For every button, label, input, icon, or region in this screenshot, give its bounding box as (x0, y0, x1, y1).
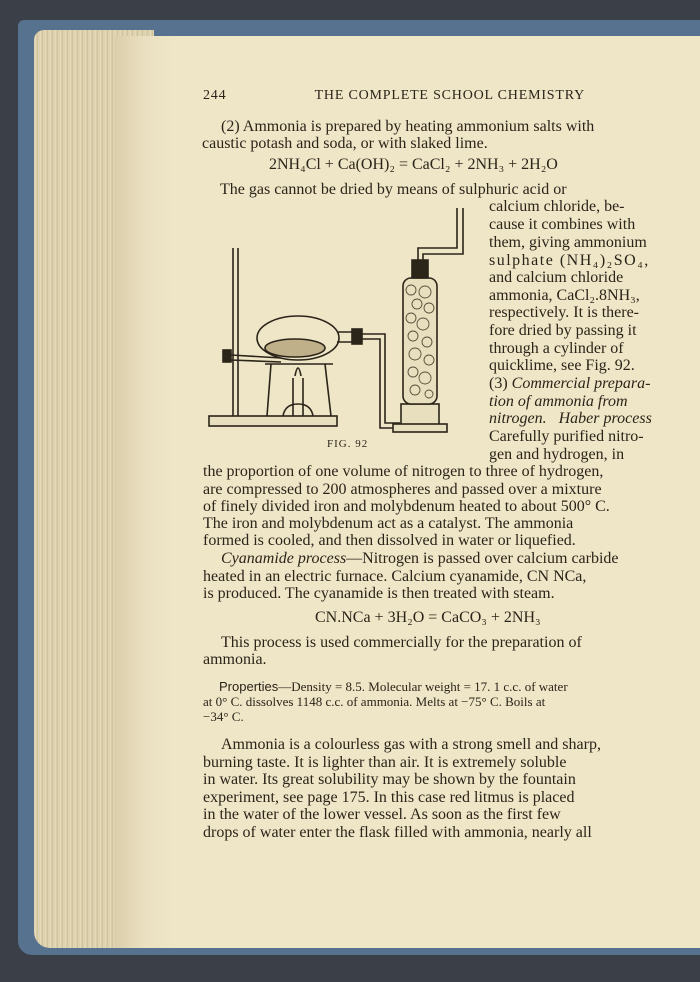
cyanamide-line-1 (221, 550, 619, 568)
haber-intro-line-1 (489, 375, 650, 393)
right-col-line-4: sulphate (NH₄)₂SO₄, (489, 252, 650, 269)
equation-cyanamide: CN.NCa + 3H₂O = CaCO₃ + 2NH₃ (315, 609, 541, 626)
properties-label: Properties (219, 679, 279, 694)
figure-92-apparatus (205, 208, 467, 442)
commercial-line-2: ammonia. (203, 651, 267, 668)
right-col-line-2: cause it combines with (489, 216, 636, 233)
properties-line-2: at 0° C. dissolves 1148 c.c. of ammonia. Melts at −75° C. Boils at (203, 694, 546, 709)
cyanamide-title: Cyanamide process (221, 550, 347, 567)
para-prep-line-1: (2) Ammonia is prepared by heating ammonium salts with (221, 118, 595, 135)
cyanamide-line-3: is produced. The cyanamide is then treated with steam. (203, 585, 555, 602)
description-line-6: drops of water enter the flask filled with ammonia, nearly all (203, 824, 592, 841)
right-col-line-10: quicklime, see Fig. 92. (489, 357, 635, 374)
description-line-1: Ammonia is a colourless gas with a strong smell and sharp, (221, 736, 601, 753)
right-col-line-1: calcium chloride, be- (489, 198, 625, 215)
cyanamide-line-2: heated in an electric furnace. Calcium cyanamide, CN NCa, (203, 568, 587, 585)
right-col-line-3: them, giving ammonium (489, 234, 647, 251)
haber-intro-line-2 (489, 393, 628, 411)
description-line-5: in the water of the lower vessel. As soon as the first few (203, 806, 561, 823)
right-col-line-7: respectively. It is there- (489, 304, 640, 321)
haber-body-line-1: the proportion of one volume of nitrogen to three of hydrogen, (203, 463, 604, 480)
haber-body-line-4: The iron and molybdenum act as a catalyst. The ammonia (203, 515, 574, 532)
section-heading: Commercial prepara- (511, 375, 651, 392)
haber-body-line-3: of finely divided iron and molybdenum heated to about 500° C. (203, 498, 610, 515)
haber-body-line-5: formed is cooled, and then dissolved in water or liquefied. (203, 532, 576, 549)
right-col-line-6: ammonia, CaCl₂.8NH₃, (489, 287, 640, 304)
equation-ammonium-chloride: 2NH₄Cl + Ca(OH)₂ = CaCl₂ + 2NH₃ + 2H₂O (269, 156, 558, 173)
right-col-line-5: and calcium chloride (489, 269, 624, 286)
running-title: THE COMPLETE SCHOOL CHEMISTRY (314, 88, 585, 103)
commercial-line-1: This process is used commercially for the preparation of (221, 634, 582, 651)
page-number: 244 (203, 88, 227, 103)
cyanamide-line-1-text: —Nitrogen is passed over calcium carbide (346, 550, 619, 567)
properties-line-1-text: —Density = 8.5. Molecular weight = 17. 1 c.c. of water (278, 679, 568, 694)
haber-process-title: Haber process (558, 410, 652, 427)
properties-line-3: −34° C. (203, 709, 244, 724)
description-line-4: experiment, see page 175. In this case red litmus is placed (203, 789, 575, 806)
right-col-line-8: fore dried by passing it (489, 322, 637, 339)
haber-intro-line-4: Carefully purified nitro- (489, 428, 644, 445)
haber-intro-line-3 (489, 410, 652, 428)
section-number: (3) (489, 375, 508, 392)
haber-heading-end: nitrogen. (489, 410, 547, 427)
properties-line-1 (219, 679, 568, 694)
book-page (115, 36, 700, 948)
right-col-line-9: through a cylinder of (489, 340, 624, 357)
figure-caption: FIG. 92 (327, 438, 369, 450)
haber-heading-cont: tion of ammonia from (489, 393, 628, 410)
description-line-3: in water. Its great solubility may be shown by the fountain (203, 771, 576, 788)
haber-intro-line-5: gen and hydrogen, in (489, 446, 625, 463)
drying-line: The gas cannot be dried by means of sulphuric acid or (220, 181, 567, 198)
haber-body-line-2: are compressed to 200 atmospheres and passed over a mixture (203, 481, 602, 498)
description-line-2: burning taste. It is lighter than air. It is extremely soluble (203, 754, 567, 771)
para-prep-line-2: caustic potash and soda, or with slaked lime. (202, 135, 488, 152)
